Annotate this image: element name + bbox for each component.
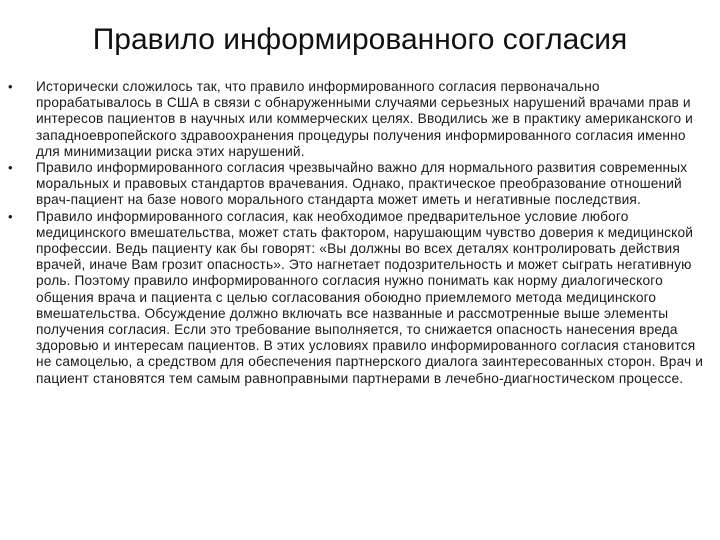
bullet-item: [8, 209, 708, 387]
bullet-icon: •: [8, 160, 13, 176]
bullet-icon: •: [8, 208, 13, 224]
bullet-text: Правило информированного согласия, как необходимое предварительное условие любого медицинского вмешательства, может стать фактором, нарушающим чувство доверия к медицинской профессии. Ведь пациенту как бы говорят: «Вы должны во всех деталях контролировать действия врачей, иначе Вам грозит опасность». Это нагнетает подозрительность и может сыграть негативную роль. Поэтому правило информированного согласия нужно понимать как норму диалогического общения врача и пациента с целью согласования обоюдно приемлемого метода медицинского вмешательства. Обсуждение должно включать все названные и рассмотренные выше элементы получения согласия. Если это требование выполняется, то снижается опасность нанесения вреда здоровью и интересам пациентов. В этих условиях правило информированного согласия становится не самоцелью, а средством для обеспечения партнерского диалога заинтересованных сторон. Врач и пациент становятся тем самым равноправными партнерами в лечебно-диагностическом процессе.: [36, 208, 704, 386]
bullet-item: [8, 160, 708, 209]
slide-title: Правило информированного согласия: [92, 23, 628, 56]
bullet-item: [8, 79, 708, 160]
bullet-text: Исторически сложилось так, что правило информированного согласия первоначально прорабатывалось в США в связи с обнаруженными случаями серьезных нарушений врачами прав и интересов пациентов в научных или коммерческих целях. Вводились же в практику американского и западноевропейского здравоохранения процедуры получения информированного согласия именно для минимизации риска этих нарушений.: [36, 79, 693, 159]
bullet-text: Правило информированного согласия чрезвычайно важно для нормального развития современных моральных и правовых стандартов врачевания. Однако, практическое преобразование отношений врач-пациент на базе нового морального стандарта может иметь и негативные последствия.: [36, 160, 688, 208]
bullet-icon: •: [8, 79, 13, 94]
bullet-list: [8, 79, 708, 387]
